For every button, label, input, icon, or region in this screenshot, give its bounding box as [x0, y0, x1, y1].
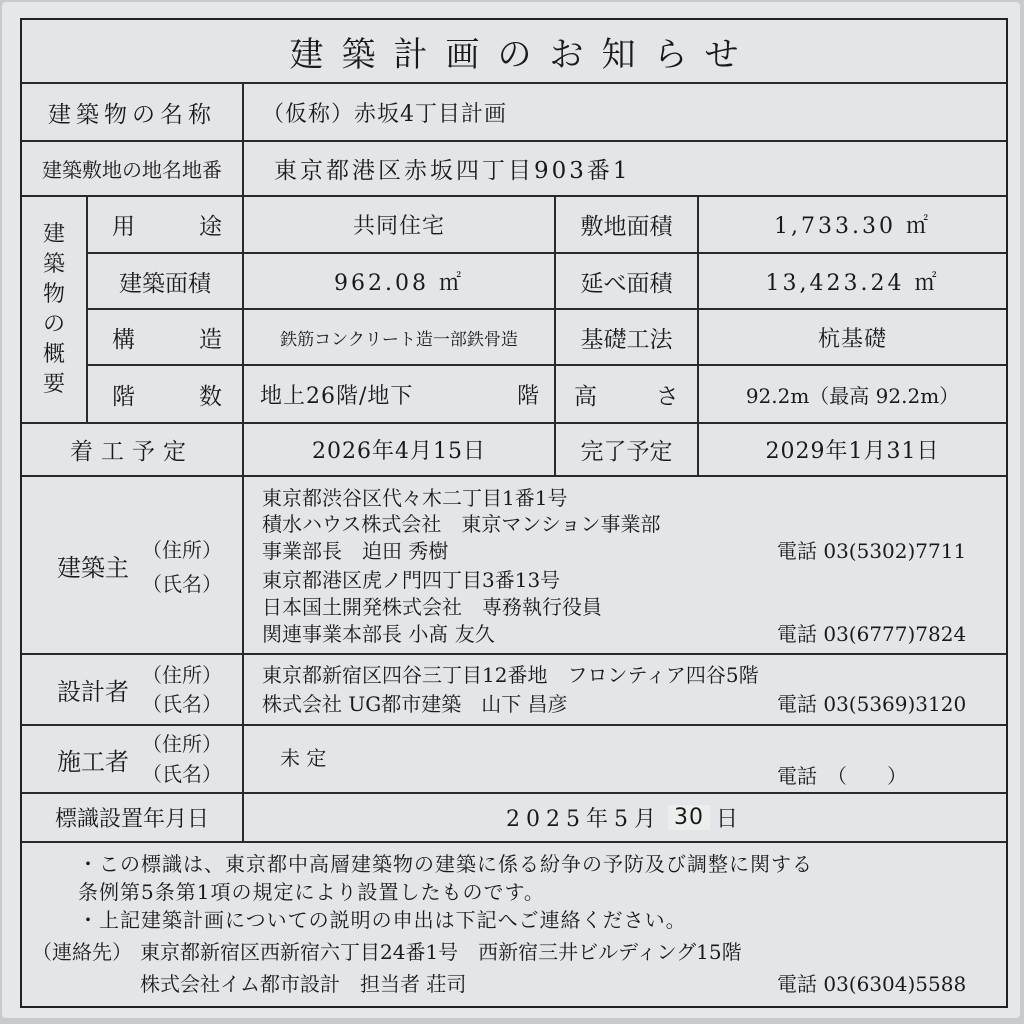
floors-label: 階 数	[112, 383, 222, 410]
total-floor-area-label: 延べ面積	[580, 270, 673, 297]
owner-1-address: 東京都渋谷区代々木二丁目1番1号	[262, 486, 568, 510]
notice-title: 建築計画のお知らせ	[289, 34, 757, 75]
builder-address-sublabel: （住所）	[142, 732, 222, 756]
notice-table	[20, 18, 1008, 1008]
contact-phone: 電話 03(6304)5588	[777, 972, 967, 996]
site-area-label: 敷地面積	[580, 214, 673, 240]
owner-1-phone: 電話 03(5302)7711	[777, 539, 967, 563]
note-line-2: 条例第5条第1項の規定により設置したものです。	[78, 880, 545, 904]
height-value: 92.2m（最高 92.2m）	[745, 383, 960, 408]
contact-address: 東京都新宿区西新宿六丁目24番1号 西新宿三井ビルディング15階	[140, 940, 742, 964]
designer-address-sublabel: （住所）	[142, 663, 222, 687]
owner-2-address: 東京都港区虎ノ門四丁目3番13号	[262, 568, 561, 592]
sign-date-value: 2025年5月 30 日	[505, 805, 744, 832]
site-address-label: 建築敷地の地名地番	[42, 158, 222, 182]
notice-board	[2, 2, 1020, 1018]
structure-value: 鉄筋コンクリート造一部鉄骨造	[280, 329, 518, 350]
usage-value: 共同住宅	[352, 214, 445, 239]
overview-group-label: 建 築 物 の 概 要	[42, 221, 65, 397]
owner-1-company: 積水ハウス株式会社 東京マンション事業部	[262, 512, 661, 536]
completion-label: 完了予定	[580, 439, 673, 465]
owner-2-phone: 電話 03(6777)7824	[777, 622, 967, 646]
structure-label: 構 造	[112, 326, 222, 353]
designer-name: 株式会社 UG都市建築 山下 昌彦	[262, 692, 568, 716]
building-name-value: （仮称）赤坂4丁目計画	[262, 101, 507, 127]
start-value: 2026年4月15日	[312, 439, 486, 464]
owner-2-company: 日本国土開発株式会社 専務執行役員	[262, 595, 602, 619]
note-line-3: ・上記建築計画についての説明の申出は下記へご連絡ください。	[78, 908, 687, 932]
building-area-label: 建築面積	[119, 270, 211, 297]
building-name-label: 建築物の名称	[48, 101, 216, 128]
builder-label: 施工者	[57, 747, 129, 776]
owner-label: 建築主	[57, 553, 129, 582]
start-label: 着工予定	[70, 439, 194, 465]
note-line-1: ・この標識は、東京都中高層建築物の建築に係る紛争の予防及び調整に関する	[78, 852, 813, 876]
sign-date-label: 標識設置年月日	[54, 807, 209, 832]
building-area-value: 962.08 ㎡	[334, 270, 464, 296]
designer-name-sublabel: （氏名）	[142, 692, 222, 716]
site-area-value: 1,733.30 ㎡	[774, 214, 931, 239]
owner-2-person: 関連事業本部長 小髙 友久	[262, 622, 495, 646]
completion-value: 2029年1月31日	[765, 439, 940, 464]
height-label: 高 さ	[574, 383, 679, 410]
builder-value: 未 定	[280, 746, 327, 770]
owner-1-person: 事業部長 迫田 秀樹	[262, 539, 449, 563]
contact-label: （連絡先）	[32, 940, 132, 964]
sign-date-day: 30	[668, 805, 710, 830]
contact-name: 株式会社イム都市設計 担当者 荘司	[140, 972, 467, 996]
owner-address-sublabel: （住所）	[142, 538, 222, 562]
foundation-value: 杭基礎	[817, 326, 887, 352]
site-address-value: 東京都港区赤坂四丁目903番1	[274, 158, 631, 184]
designer-phone: 電話 03(5369)3120	[777, 692, 967, 716]
floors-value: 地上26階/地下 階	[260, 383, 540, 409]
designer-address: 東京都新宿区四谷三丁目12番地 フロンティア四谷5階	[262, 663, 759, 687]
usage-label: 用 途	[112, 214, 222, 240]
total-floor-area-value: 13,423.24 ㎡	[765, 270, 940, 296]
designer-label: 設計者	[57, 678, 129, 706]
builder-name-sublabel: （氏名）	[142, 762, 222, 786]
owner-name-sublabel: （氏名）	[142, 572, 222, 596]
foundation-label: 基礎工法	[580, 326, 673, 353]
builder-phone: 電話 （ ）	[777, 764, 907, 788]
